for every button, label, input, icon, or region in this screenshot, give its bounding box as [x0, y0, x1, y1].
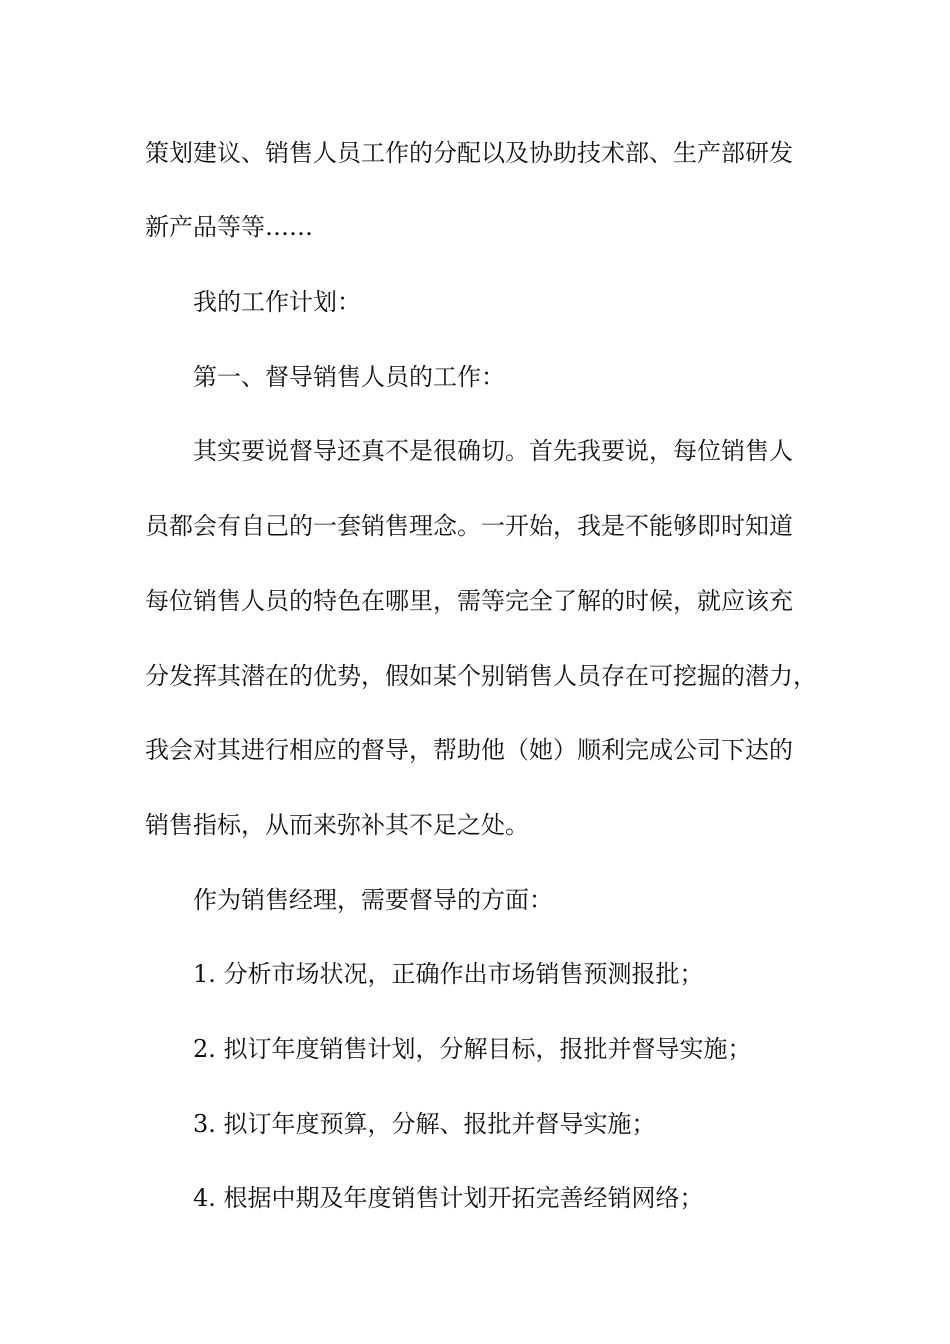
- section-heading: 我的工作计划：: [193, 288, 361, 316]
- paragraph-line: 销售指标，从而来弥补其不足之处。: [145, 811, 529, 839]
- section-heading: 作为销售经理，需要督导的方面：: [193, 886, 553, 914]
- section-heading: 第一、督导销售人员的工作：: [193, 363, 505, 391]
- paragraph-line: 员都会有自己的一套销售理念。一开始，我是不能够即时知道: [145, 512, 793, 540]
- list-item: 3. 拟订年度预算，分解、报批并督导实施；: [193, 1110, 656, 1138]
- list-item: 4. 根据中期及年度销售计划开拓完善经销网络；: [193, 1184, 704, 1212]
- paragraph-line: 我会对其进行相应的督导，帮助他（她）顺利完成公司下达的: [145, 736, 793, 764]
- list-item: 2. 拟订年度销售计划，分解目标，报批并督导实施；: [193, 1035, 752, 1063]
- paragraph-line: 其实要说督导还真不是很确切。首先我要说，每位销售人: [193, 437, 793, 465]
- paragraph-line: 分发挥其潜在的优势，假如某个别销售人员存在可挖掘的潜力，: [145, 662, 817, 690]
- text-line: 策划建议、销售人员工作的分配以及协助技术部、生产部研发: [145, 139, 793, 167]
- list-item: 1. 分析市场状况，正确作出市场销售预测报批；: [193, 960, 704, 988]
- text-line: 新产品等等……: [145, 213, 313, 241]
- paragraph-line: 每位销售人员的特色在哪里，需等完全了解的时候，就应该充: [145, 587, 793, 615]
